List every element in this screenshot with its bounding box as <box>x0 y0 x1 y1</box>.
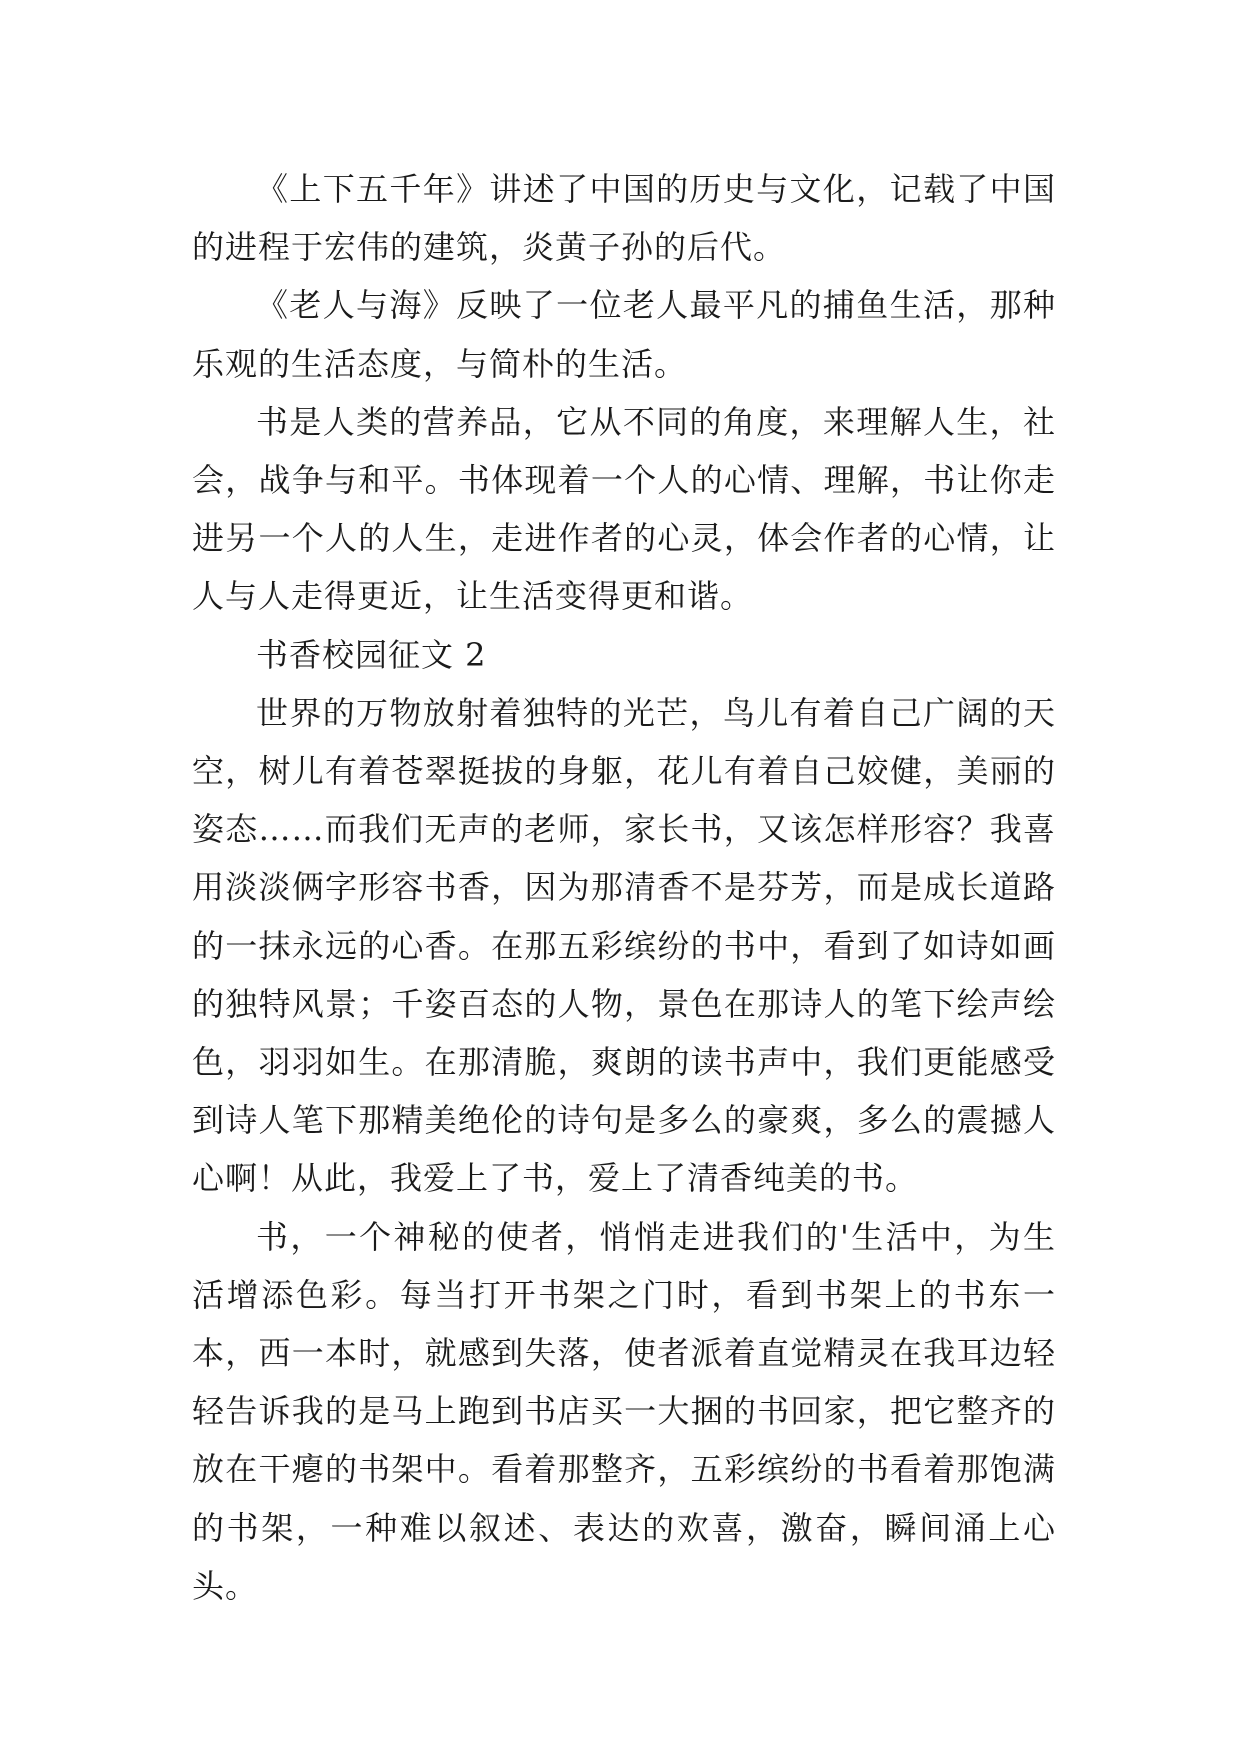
paragraph-messenger: 书，一个神秘的使者，悄悄走进我们的'生活中，为生活增添色彩。每当打开书架之门时，看到书架上的书东一本，西一本时，就感到失落，使者派着直觉精灵在我耳边轻轻告诉我的是马上跑到书店买一大捆的书回家，把它整齐的放在干瘪的书架中。看着那整齐，五彩缤纷的书看着那饱满的书架，一种难以叙述、表达的欢喜，激奋，瞬间涌上心头。 <box>192 1217 1056 1605</box>
paragraph-old-man-sea: 《老人与海》反映了一位老人最平凡的捕鱼生活，那种乐观的生活态度，与简朴的生活。 <box>192 286 1056 383</box>
paragraph-fragrance: 世界的万物放射着独特的光芒，鸟儿有着自己广阔的天空，树儿有着苍翠挺拔的身躯，花儿有着自己姣健，美丽的姿态……而我们无声的老师，家长书，又该怎样形容？我喜用淡淡俩字形容书香，因为那清香不是芬芳，而是成长道路的一抹永远的心香。在那五彩缤纷的书中，看到了如诗如画的独特风景；千姿百态的人物，景色在那诗人的笔下绘声绘色，羽羽如生。在那清脆，爽朗的读书声中，我们更能感受到诗人笔下那精美绝伦的诗句是多么的豪爽，多么的震撼人心啊！从此，我爱上了书，爱上了清香纯美的书。 <box>192 693 1056 1198</box>
document-body <box>192 160 1056 1615</box>
paragraph-books-nutrition: 书是人类的营养品，它从不同的角度，来理解人生，社会，战争与和平。书体现着一个人的心情、理解，书让你走进另一个人的人生，走进作者的心灵，体会作者的心情，让人与人走得更近，让生活变得更和谐。 <box>192 402 1056 616</box>
essay-heading: 书香校园征文 2 <box>256 635 487 674</box>
paragraph-history-book: 《上下五千年》讲述了中国的历史与文化，记载了中国的进程于宏伟的建筑，炎黄子孙的后代。 <box>192 170 1056 267</box>
